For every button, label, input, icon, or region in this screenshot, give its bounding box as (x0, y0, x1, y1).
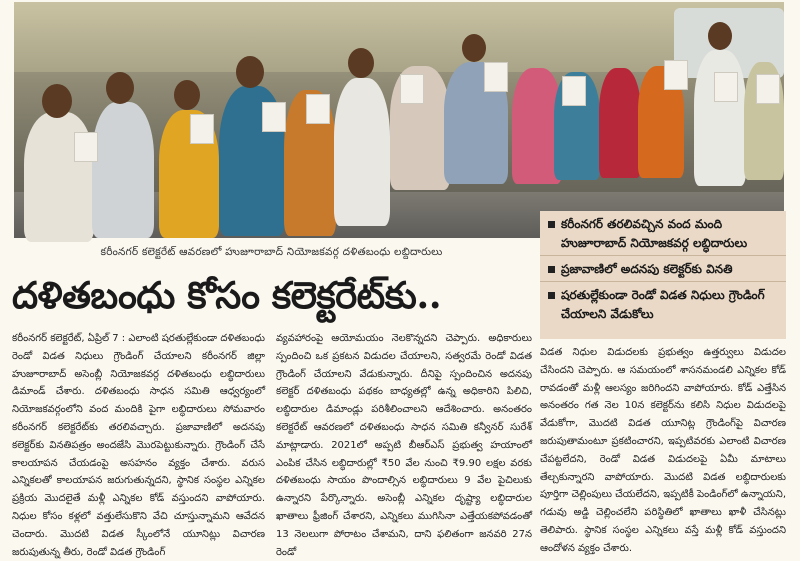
highlight-item (540, 255, 786, 281)
petition-paper (74, 132, 98, 162)
protester-head (462, 34, 486, 62)
article-column-1 (12, 330, 265, 558)
protester-head (174, 80, 200, 110)
photo-caption: కరీంనగర్ కలెక్టరేట్ ఆవరణలో హుజూరాబాద్ నియోజకవర్గ దళితబంధు లబ్దిదారులు (100, 246, 443, 258)
protester (334, 78, 390, 226)
petition-paper (664, 60, 688, 90)
article-paragraph: కరీంనగర్ కలెక్టరేట్, ఏప్రిల్ 7 : ఎలాంటి షరతుల్లేకుండా దళితబంధు రెండో విడత నిధులు గ్రౌండింగ్ చేయాలని కరీంనగర్ జిల్లా హుజూరాబాద్ అసెంబ్లీ నియోజకవర్గ దళితబంధు లబ్ధిదారులు డిమాండ్ చేశారు. దళితబంధు సాధన సమితి ఆధ్వర్యంలో నియోజకవర్గంలోని వంద మందికి పైగా లబ్ధిదారులు సోమవారం కరీంనగర్ కలెక్టరేట్‌కు తరలివచ్చారు. ప్రజావాణిలో అదనపు కలెక్టర్‌కు వినతిపత్రం అందజేసి మొరపెట్టుకున్నారు. గ్రౌండింగ్ చేసే కాలయాపన చేయడంపై అసహనం వ్యక్తం చేశారు. వరుస ఎన్నికలతో కాలయాపన జరుగుతున్నదని, స్థానిక సంస్థల ఎన్నికల ప్రక్రియ మొదలైతే మళ్లీ ఎన్నికల కోడ్ వస్తుందని వాపోయారు. నిధుల కోసం కళ్లలో వత్తులేసుకొని వేచి చూస్తున్నామని ఆవేదన చెందారు. మొదటి విడత స్కీంలోనే యూనిట్లు విచారణ జరుపుతున్న తీరు, రెండో విడత గ్రౌండింగ్ (12, 333, 265, 558)
protester (92, 102, 154, 238)
petition-paper (190, 114, 214, 144)
protester-head (236, 56, 264, 88)
petition-paper (756, 74, 780, 104)
highlight-text: షరతుల్లేకుండా రెండో విడత నిధులు గ్రౌండింగ్ చేయాలని వేడుకోలు (561, 288, 765, 321)
highlight-text: కరీంనగర్ తరలివచ్చిన వంద మంది హుజూరాబాద్ నియోజకవర్గ లబ్ధిదారులు (561, 217, 748, 250)
news-photo (14, 2, 784, 238)
petition-paper (262, 102, 286, 132)
article-column-3 (540, 344, 786, 552)
bullet-icon (548, 266, 555, 273)
protester-head (708, 22, 732, 50)
petition-paper (714, 72, 738, 102)
protester-head (106, 72, 134, 104)
highlight-item (540, 211, 786, 255)
article-headline: దళితబంధు కోసం కలెక్టరేట్‌కు.. (12, 273, 442, 317)
protester (599, 68, 641, 178)
protester-head (348, 48, 374, 78)
protester-head (42, 84, 72, 118)
protester (694, 50, 746, 186)
petition-paper (306, 94, 330, 124)
petition-paper (400, 74, 424, 104)
article-paragraph: వ్యవహారంపై ఆయోమయం నెలకొన్నదని చెప్పారు. అధికారులు స్పందించి ఒక ప్రకటన విడుదల చేయాలని, సత్వరమే రెండో విడత గ్రౌండింగ్ చేయాలని వేడుకున్నారు. దీనిపై స్పందించిన అదనపు కలెక్టర్ దళితబంధు పథకం బాధ్యతల్లో ఉన్న అధికారిని పిలిచి, లబ్ధిదారుల డిమాండ్లు పరిశీలించాలని ఆదేశించారు. అనంతరం కలెక్టరేట్ ఆవరణలో దళితబంధు సాధన సమితి కన్వీనర్ సురేశ్ మాట్లాడారు. 2021లో అప్పటి బీఆర్ఎస్ ప్రభుత్వ హయాంలో ఎంపిక చేసిన లబ్ధిదారుల్లో ₹50 వేల నుంచి ₹9.90 లక్షల వరకు దళితబంధు సాయం పొందాల్సిన లబ్ధిదారులు 9 వేల పైచిలుకు ఉన్నారని పేర్కొన్నారు. అసెంబ్లీ ఎన్నికల దృష్ట్యా లబ్ధిదారుల ఖాతాలు ఫ్రీజింగ్ చేశారని, ఎన్నికలు ముగిసినా ఎత్తేయకపోవడంతో 13 నెలలుగా పోరాటం చేశామని, దాని ఫలితంగా జనవరి 27న రెండో (276, 333, 532, 558)
highlight-text: ప్రజావాణిలో అదనపు కలెక్టర్‌కు వినతి (561, 262, 733, 276)
article-column-2 (276, 330, 532, 558)
petition-paper (484, 62, 508, 92)
highlights-box (540, 211, 786, 339)
bullet-icon (548, 292, 555, 299)
petition-paper (562, 76, 586, 106)
highlight-item (540, 281, 786, 326)
bullet-icon (548, 221, 555, 228)
article-paragraph: విడత నిధుల విడుదలకు ప్రభుత్వం ఉత్తర్వులు విడుదల చేసిందని చెప్పారు. ఆ సమయంలో శాసనమండలి ఎన్నికల కోడ్ రావడంతో మళ్లీ ఆలస్యం జరిగిందని వాపోయారు. కోడ్ ఎత్తేసిన అనంతరం గత నెల 10న కలెక్టర్‌ను కలిసి నిధుల విడుదలపై వేడుకోగా, మొదటి విడత యూనిట్ల గ్రౌండింగ్‌పై విచారణ జరుపుతామంటూ ప్రకటించారని, ఇప్పటివరకు ఎలాంటి విచారణ చేపట్టలేదని, రెండో విడత విడుదలపై ఏమీ మాటాలు తేల్చకున్నారని వాపోయారు. మొదటి విడత లబ్ధిదారులకు పూర్తిగా చెల్లింపులు చేయలేదని, ఇప్పటికీ పెండింగ్‌లో ఉన్నాయని, గడువు అడ్డి చెల్లించలేని పరిస్థితిలో ఖాతాలు ఖాళీ చేసినట్లు తెలిపారు. స్థానిక సంస్థల ఎన్నికలు వస్తే మళ్లీ కోడ్ వస్తుందని ఆందోళన వ్యక్తం చేశారు. (540, 347, 786, 554)
